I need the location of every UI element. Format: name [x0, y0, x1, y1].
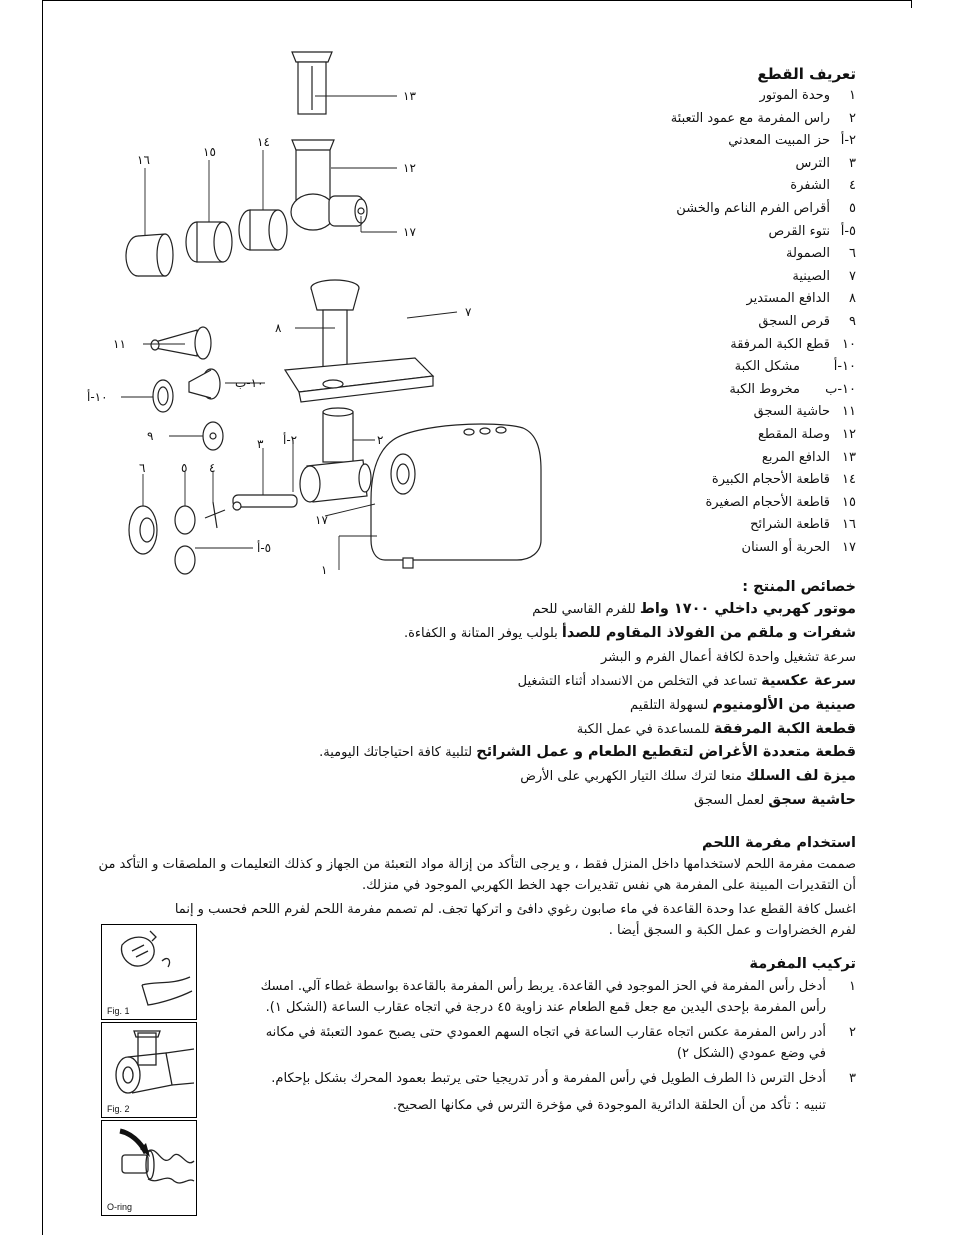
usage-paragraph-2: اغسل كافة القطع عدا وحدة القاعدة في ماء صابون رغوي دافئ و اتركها تجف. لم تصمم مفرمة اللحم لفرم اللحم فحسب و إنما لفرم الخضراوات و عمل الكبة و السجق أيضا .	[174, 902, 856, 938]
feature-highlight: قطعة متعددة الأغراض لتقطيع الطعام و عمل الشرائح	[476, 744, 856, 761]
callout-8: ٨	[275, 321, 282, 335]
grinder-head-drawing	[300, 408, 371, 502]
step-number: ٣	[849, 1071, 856, 1086]
parts-list-item	[556, 85, 856, 108]
figure-2-caption: Fig. 2	[107, 1104, 130, 1114]
parts-list-item	[556, 108, 856, 131]
callout-13: ١٣	[403, 89, 416, 103]
feature-line	[96, 598, 856, 622]
features-title: خصائص المنتج :	[742, 579, 856, 595]
part-label: مشكل الكبة	[734, 359, 800, 375]
feature-text: بلولب يوفر المتانة و الكفاءة.	[403, 625, 562, 641]
callout-2a: ٢-أ	[283, 433, 298, 447]
parts-list-item	[556, 334, 856, 357]
feature-highlight: حاشية سجق	[768, 792, 856, 809]
worm-gear-drawing	[233, 495, 297, 510]
feature-text: سرعة تشغيل واحدة لكافة أعمال الفرم و البشر	[600, 649, 856, 665]
callout-14: ١٤	[257, 135, 270, 149]
feature-text: لتلبية كافة احتياجاتك اليومية.	[319, 745, 477, 761]
figure-2	[101, 1022, 197, 1118]
callout-16: ١٦	[137, 153, 150, 167]
part-label: قاطعة الأحجام الكبيرة	[711, 472, 830, 488]
callout-7: ٧	[465, 305, 472, 319]
product-features-section	[96, 576, 856, 813]
parts-list-item	[556, 221, 856, 244]
feature-text: للمساعدة في عمل الكبة	[576, 721, 714, 737]
callout-17-bottom: ١٧	[315, 513, 328, 527]
part-number: ١٠-أ	[833, 359, 856, 375]
assembly-note: تنبيه : تأكد من أن الحلقة الدائرية الموجودة في مؤخرة الترس في مكانها الصحيح.	[392, 1098, 826, 1113]
assembly-step	[256, 1022, 856, 1064]
parts-list-item	[556, 175, 856, 198]
part-number: ١٠	[842, 336, 856, 352]
part-label: الصينية	[792, 268, 830, 284]
part-label: وصلة المقطع	[758, 426, 830, 442]
feature-line	[96, 670, 856, 694]
part-label: قرص السجق	[758, 313, 830, 329]
feature-text: للفرم القاسي للحم	[532, 602, 640, 617]
part-number: ٨	[849, 291, 856, 307]
step-text: أدخل رأس المفرمة في الحز الموجود في القاعدة. يربط رأس المفرمة بالقاعدة بواسطة غطاء آلي. امسك رأس المفرمة بإحدى اليدين مع جعل قمع الطعام عند زاوية ٤٥ درجة في اتجاه عقارب الساعة (الشكل ١).	[260, 979, 826, 1015]
part-label: نتوء القرص	[768, 223, 830, 239]
part-label: الترس	[795, 155, 830, 171]
callout-9: ٩	[147, 429, 154, 443]
part-number: ١	[849, 88, 856, 103]
part-number: ٢-أ	[840, 133, 856, 149]
part-label: حز المبيت المعدني	[728, 133, 830, 149]
part-number: ٧	[849, 268, 856, 284]
feature-highlight: ميزة لف السلك	[746, 768, 856, 785]
part-label: حاشية السجق	[753, 404, 830, 420]
callout-1: ١	[321, 563, 328, 577]
part-label: الشفرة	[790, 178, 830, 194]
feature-line	[96, 646, 856, 670]
part-label: أقراص الفرم الناعم والخشن	[676, 200, 830, 216]
mincing-plate-drawing	[175, 506, 195, 574]
fig1-illustration	[102, 925, 196, 1019]
part-number: ٦	[849, 246, 856, 262]
part-number: ٥-أ	[840, 223, 856, 239]
figure-oring-caption: O-ring	[107, 1202, 133, 1212]
square-pusher-drawing	[292, 52, 332, 114]
cross-blade-drawing	[205, 502, 225, 528]
round-pusher-drawing	[311, 280, 359, 368]
part-label: قاطعة الشرائح	[750, 517, 830, 533]
feature-highlight: سرعة عكسية	[761, 672, 856, 689]
step-text: أدخل الترس ذا الطرف الطويل في رأس المفرمة و أدر تدريجيا حتى يرتبط بعمود المحرك بشكل بإحكام.	[271, 1071, 826, 1086]
callout-12: ١٢	[403, 161, 416, 175]
callout-4: ٤	[209, 461, 216, 475]
page-border-left	[42, 0, 43, 1235]
assembly-title: تركيب المفرمة	[749, 956, 856, 972]
feature-text: لسهولة التلقيم	[630, 697, 713, 713]
slicer-drum-drawing	[126, 234, 173, 276]
cutter-housing-drawing	[291, 140, 367, 230]
part-number: ٩	[849, 313, 856, 329]
callout-5a: ٥-أ	[257, 541, 272, 555]
callout-6: ٦	[139, 461, 146, 475]
usage-title: استخدام مفرمة اللحم	[701, 835, 856, 851]
callout-17-top: ١٧	[403, 225, 416, 239]
feature-line	[96, 741, 856, 765]
feature-highlight: صينية من الألومنيوم	[712, 696, 856, 713]
parts-list-item	[556, 424, 856, 447]
fig2-illustration	[102, 1023, 196, 1117]
kibbeh-shaper-drawing	[153, 380, 173, 412]
parts-list-item	[556, 492, 856, 515]
parts-list-item	[556, 356, 856, 379]
feature-text: لعمل السجق	[694, 793, 769, 809]
part-label: الحربة أو السنان	[741, 539, 830, 555]
assembly-section	[256, 952, 856, 1116]
coarse-grater-drawing	[239, 210, 287, 250]
figure-1	[101, 924, 197, 1020]
parts-list-item	[556, 447, 856, 470]
callout-10b: ١٠-ب	[235, 376, 264, 390]
assembly-step	[256, 976, 856, 1018]
part-number: ١٣	[842, 449, 856, 465]
fine-grater-drawing	[186, 222, 232, 262]
parts-list-item	[556, 198, 856, 221]
parts-list-item	[556, 514, 856, 537]
parts-list-title: تعريف القطع	[757, 65, 856, 83]
part-number: ٥	[849, 200, 856, 216]
feature-highlight: موتور كهربي داخلي ١٧٠٠ واط	[639, 601, 856, 617]
features-list	[96, 598, 856, 813]
feature-line	[96, 765, 856, 789]
parts-list-section	[556, 64, 856, 559]
sausage-horn-drawing	[151, 327, 211, 359]
part-label: الدافع المستدير	[746, 291, 830, 307]
callout-15: ١٥	[203, 145, 216, 159]
part-label: الصمولة	[785, 246, 830, 262]
ring-nut-drawing	[129, 506, 157, 554]
assembly-step	[256, 1068, 856, 1089]
feature-line	[96, 622, 856, 646]
part-label: مخروط الكبة	[729, 381, 800, 397]
callout-10a: ١٠-أ	[87, 390, 108, 404]
part-label: قطع الكبة المرفقة	[730, 336, 830, 352]
kibbeh-cone-drawing	[189, 369, 220, 399]
parts-list-item	[556, 401, 856, 424]
parts-list-item	[556, 243, 856, 266]
sausage-plate-drawing	[203, 422, 223, 450]
step-number: ٢	[849, 1025, 856, 1040]
part-number: ٣	[849, 155, 856, 171]
callout-11: ١١	[113, 337, 126, 351]
motor-unit-drawing	[371, 424, 541, 568]
part-number: ٤	[849, 178, 856, 194]
parts-list-item	[556, 130, 856, 153]
feature-highlight: شفرات و ملقم من الفولاذ المقاوم للصدأ	[561, 624, 856, 641]
part-label: وحدة الموتور	[759, 88, 830, 103]
feature-text: تساعد في التخلص من الانسداد أثناء التشغيل	[517, 673, 762, 689]
usage-paragraph-1: صممت مفرمة اللحم لاستخدامها داخل المنزل فقط ، و يرجى التأكد من إزالة مواد التعبئة من الجهاز و كذلك التعليمات و الملصقات و التأكد من أن التقديرات المبينة على المفرمة هي نفس تقديرات جهد الخط الكهربي الموجود في منزلك.	[98, 857, 856, 893]
parts-list-item	[556, 469, 856, 492]
feature-text: منعا لترك سلك التيار الكهربي على الأرض	[520, 769, 747, 785]
parts-list-item	[556, 311, 856, 334]
part-number: ١١	[842, 404, 856, 420]
part-label: راس المفرمة مع عمود التعبئة	[670, 110, 830, 126]
part-number: ١٤	[842, 472, 856, 488]
part-number: ١٥	[842, 494, 856, 510]
figure-oring	[101, 1120, 197, 1216]
oring-illustration	[102, 1121, 196, 1215]
part-label: الدافع المربع	[761, 449, 830, 465]
feature-highlight: قطعة الكبة المرفقة	[713, 720, 856, 737]
part-number: ٢	[849, 110, 856, 126]
parts-list-item	[556, 288, 856, 311]
parts-list-item	[556, 153, 856, 176]
part-number: ١٠-ب	[825, 381, 856, 397]
part-number: ١٦	[842, 517, 856, 533]
parts-list-item	[556, 266, 856, 289]
callout-5: ٥	[181, 461, 188, 475]
parts-list	[556, 85, 856, 559]
parts-list-item	[556, 379, 856, 402]
part-label: قاطعة الأحجام الصغيرة	[705, 494, 830, 510]
parts-list-item	[556, 537, 856, 560]
part-number: ١٢	[842, 426, 856, 442]
figure-1-caption: Fig. 1	[107, 1006, 130, 1016]
callout-2: ٢	[377, 433, 384, 447]
callout-3: ٣	[257, 437, 264, 451]
tray-drawing	[285, 358, 433, 402]
feature-line	[96, 694, 856, 718]
step-number: ١	[849, 979, 856, 994]
usage-section	[96, 832, 856, 941]
page-border-top	[42, 0, 912, 1]
feature-line	[96, 718, 856, 742]
page-border-right-tick	[911, 0, 912, 8]
step-text: أدر راس المفرمة عكس اتجاه عقارب الساعة في اتجاه السهم العمودي حتى يصبح عمود التعبئة في مكانه في وضع عمودي (الشكل ٢)	[265, 1025, 826, 1061]
part-number: ١٧	[842, 539, 856, 555]
feature-line	[96, 789, 856, 813]
